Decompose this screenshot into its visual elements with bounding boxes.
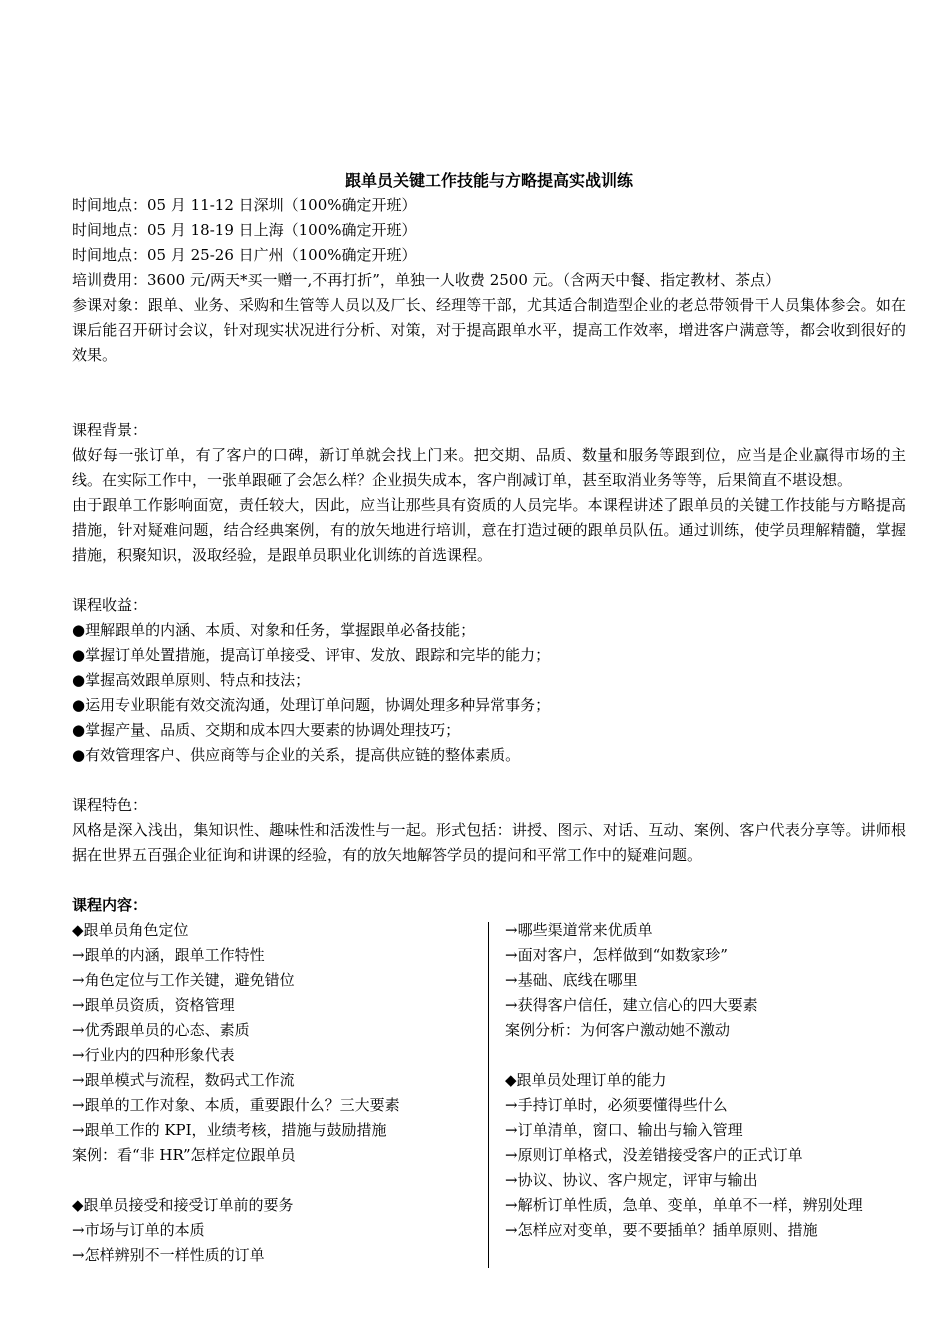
outline-item: →跟单工作的 KPI，业绩考核，措施与鼓励措施 — [72, 1121, 387, 1139]
outline-item: →基础、底线在哪里 — [505, 971, 638, 989]
document-page — [72, 168, 906, 1268]
document-title: 跟单员关键工作技能与方略提高实战训练 — [344, 171, 633, 190]
outline-item: →订单清单，窗口、输出与输入管理 — [505, 1121, 743, 1139]
column-divider — [488, 922, 489, 1268]
benefit-item: ●掌握高效跟单原则、特点和技法； — [72, 671, 311, 689]
outline-item: →跟单的工作对象、本质，重要跟什么？三大要素 — [72, 1096, 400, 1114]
outline-item: →市场与订单的本质 — [72, 1221, 205, 1239]
spacer — [72, 568, 906, 593]
outline-item: →解析订单性质，急单、变单，单单不一样，辨别处理 — [505, 1196, 863, 1214]
benefit-item: ●掌握订单处置措施，提高订单接受、评审、发放、跟踪和完毕的能力； — [72, 646, 551, 664]
schedule-line-2: 时间地点：05 月 18-19 日上海（100%确定开班） — [72, 221, 417, 239]
fee-line: 培训费用：3600 元/两天*买一赠一,不再打折”，单独一人收费 2500 元。（含两天中餐、指定教材、茶点） — [72, 271, 781, 289]
spacer — [505, 1043, 905, 1068]
outline-item: →原则订单格式，没差错接受客户的正式订单 — [505, 1146, 803, 1164]
outline-item: →获得客户信任，建立信心的四大要素 — [505, 996, 758, 1014]
background-paragraph-1: 做好每一张订单，有了客户的口碑，新订单就会找上门来。把交期、品质、数量和服务等跟到位，应当是企业赢得市场的主线。在实际工作中，一张单跟砸了会怎么样？企业损失成本，客户削减订单，甚至取消业务等等，后果简直不堪设想。 — [72, 446, 906, 489]
outline-item: →优秀跟单员的心态、素质 — [72, 1021, 250, 1039]
outline-item: 案例分析：为何客户激动她不激动 — [505, 1021, 731, 1039]
spacer — [72, 1168, 487, 1193]
spacer — [72, 768, 906, 793]
outline-item: →跟单员资质，资格管理 — [72, 996, 235, 1014]
content-heading: 课程内容： — [72, 896, 148, 914]
background-paragraph-2: 由于跟单工作影响面宽，责任较大，因此，应当让那些具有资质的人员完毕。本课程讲述了跟单员的关键工作技能与方略提高措施，针对疑难问题，结合经典案例，有的放矢地进行培训，意在打造过硬的跟单员队伍。通过训练，使学员理解精髓，掌握措施，积聚知识，汲取经验，是跟单员职业化训练的首选课程。 — [72, 496, 906, 564]
schedule-line-1: 时间地点：05 月 11-12 日深圳（100%确定开班） — [72, 196, 417, 214]
outline-item: →哪些渠道常来优质单 — [505, 921, 653, 939]
outline-item: →角色定位与工作关键，避免错位 — [72, 971, 295, 989]
features-paragraph: 风格是深入浅出，集知识性、趣味性和活泼性与一起。形式包括：讲授、图示、对话、互动、案例、客户代表分享等。讲师根据在世界五百强企业征询和讲课的经验，有的放矢地解答学员的提问和平常工作中的疑难问题。 — [72, 821, 906, 864]
outline-item: ◆跟单员角色定位 — [72, 921, 189, 939]
background-heading: 课程背景： — [72, 421, 148, 439]
outline-item: →跟单的内涵，跟单工作特性 — [72, 946, 265, 964]
outline-item: →面对客户，怎样做到“如数家珍” — [505, 946, 728, 964]
content-left-column — [72, 918, 487, 1268]
schedule-line-3: 时间地点：05 月 25-26 日广州（100%确定开班） — [72, 246, 417, 264]
benefit-item: ●运用专业职能有效交流沟通，处理订单问题，协调处理多种异常事务； — [72, 696, 551, 714]
outline-item: →跟单模式与流程，数码式工作流 — [72, 1071, 295, 1089]
benefit-item: ●有效管理客户、供应商等与企业的关系，提高供应链的整体素质。 — [72, 746, 521, 764]
outline-item: →怎样应对变单，要不要插单？插单原则、措施 — [505, 1221, 818, 1239]
benefit-item: ●掌握产量、品质、交期和成本四大要素的协调处理技巧； — [72, 721, 461, 739]
features-heading: 课程特色： — [72, 796, 148, 814]
content-right-column — [487, 918, 905, 1268]
outline-item: →怎样辨别不一样性质的订单 — [72, 1246, 265, 1264]
spacer — [72, 868, 906, 893]
benefits-heading: 课程收益： — [72, 596, 148, 614]
audience-paragraph: 参课对象：跟单、业务、采购和生管等人员以及厂长、经理等干部，尤其适合制造型企业的老总带领骨干人员集体参会。如在课后能召开研讨会议，针对现实状况进行分析、对策，对于提高跟单水平，提高工作效率，增进客户满意等，都会收到很好的效果。 — [72, 296, 906, 364]
outline-item: ◆跟单员接受和接受订单前的要务 — [72, 1196, 294, 1214]
outline-item: →行业内的四种形象代表 — [72, 1046, 235, 1064]
outline-item: →协议、协议、客户规定，评审与输出 — [505, 1171, 758, 1189]
content-columns — [72, 918, 906, 1268]
spacer — [72, 368, 906, 418]
benefit-item: ●理解跟单的内涵、本质、对象和任务，掌握跟单必备技能； — [72, 621, 476, 639]
outline-item: →手持订单时，必须要懂得些什么 — [505, 1096, 728, 1114]
outline-item: ◆跟单员处理订单的能力 — [505, 1071, 667, 1089]
outline-item: 案例：看“非 HR”怎样定位跟单员 — [72, 1146, 296, 1164]
